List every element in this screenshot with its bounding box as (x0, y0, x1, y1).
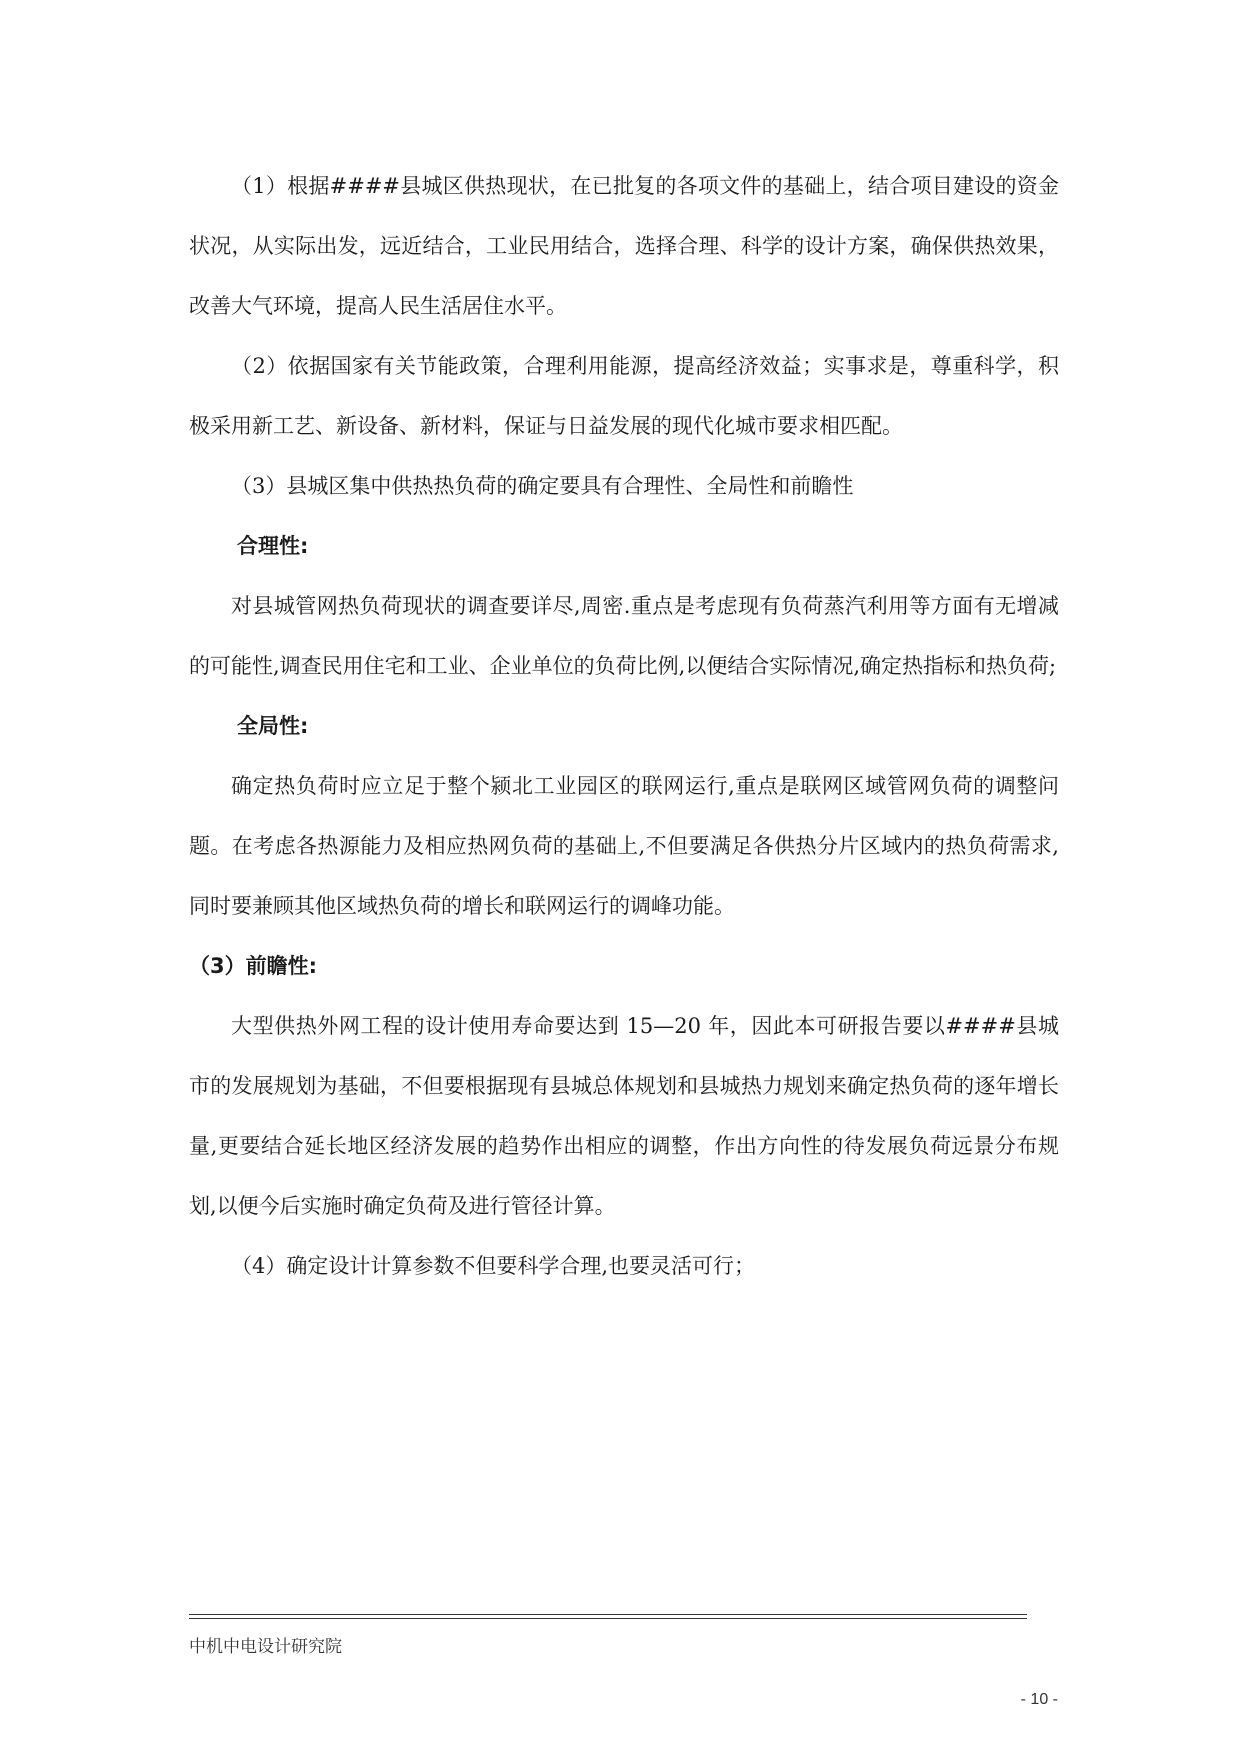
paragraph-1: （1）根据####县城区供热现状，在已批复的各项文件的基础上，结合项目建设的资金状况，从实际出发，远近结合，工业民用结合，选择合理、科学的设计方案，确保供热效果，改善大气环境，提高人民生活居住水平。 (189, 174, 1059, 318)
paragraph-3: （3）县城区集中供热热负荷的确定要具有合理性、全局性和前瞻性 (231, 474, 854, 498)
paragraph-foresight: 大型供热外网工程的设计使用寿命要达到 15—20 年，因此本可研报告要以####县城市的发展规划为基础，不但要根据现有县城总体规划和县城热力规划来确定热负荷的逐年增长量,更要结合延长地区经济发展的趋势作出相应的调整，作出方向性的待发展负荷远景分布规划,以便今后实施时确定负荷及进行管径计算。 (189, 1014, 1059, 1218)
paragraph-rationality: 对县城管网热负荷现状的调查要详尽,周密.重点是考虑现有负荷蒸汽利用等方面有无增减的可能性,调查民用住宅和工业、企业单位的负荷比例,以便结合实际情况,确定热指标和热负荷; (189, 594, 1059, 678)
document-body (189, 156, 1059, 1296)
footer-rule-top (189, 1614, 1027, 1615)
paragraph-4: （4）确定设计计算参数不但要科学合理,也要灵活可行； (231, 1254, 756, 1278)
paragraph-overall: 确定热负荷时应立足于整个颍北工业园区的联网运行,重点是联网区域管网负荷的调整问题。在考虑各热源能力及相应热网负荷的基础上,不但要满足各供热分片区域内的热负荷需求,同时要兼顾其他区域热负荷的增长和联网运行的调峰功能。 (189, 774, 1059, 918)
footer-rule-bottom (189, 1618, 1027, 1619)
heading-overall: 全局性: (237, 714, 309, 738)
heading-foresight: （3）前瞻性: (189, 954, 318, 978)
footer-organization: 中机中电设计研究院 (189, 1637, 342, 1657)
heading-rationality: 合理性: (237, 534, 309, 558)
paragraph-2: （2）依据国家有关节能政策，合理利用能源，提高经济效益；实事求是，尊重科学，积极采用新工艺、新设备、新材料，保证与日益发展的现代化城市要求相匹配。 (189, 354, 1059, 438)
page-number: - 10 - (1020, 1691, 1058, 1708)
